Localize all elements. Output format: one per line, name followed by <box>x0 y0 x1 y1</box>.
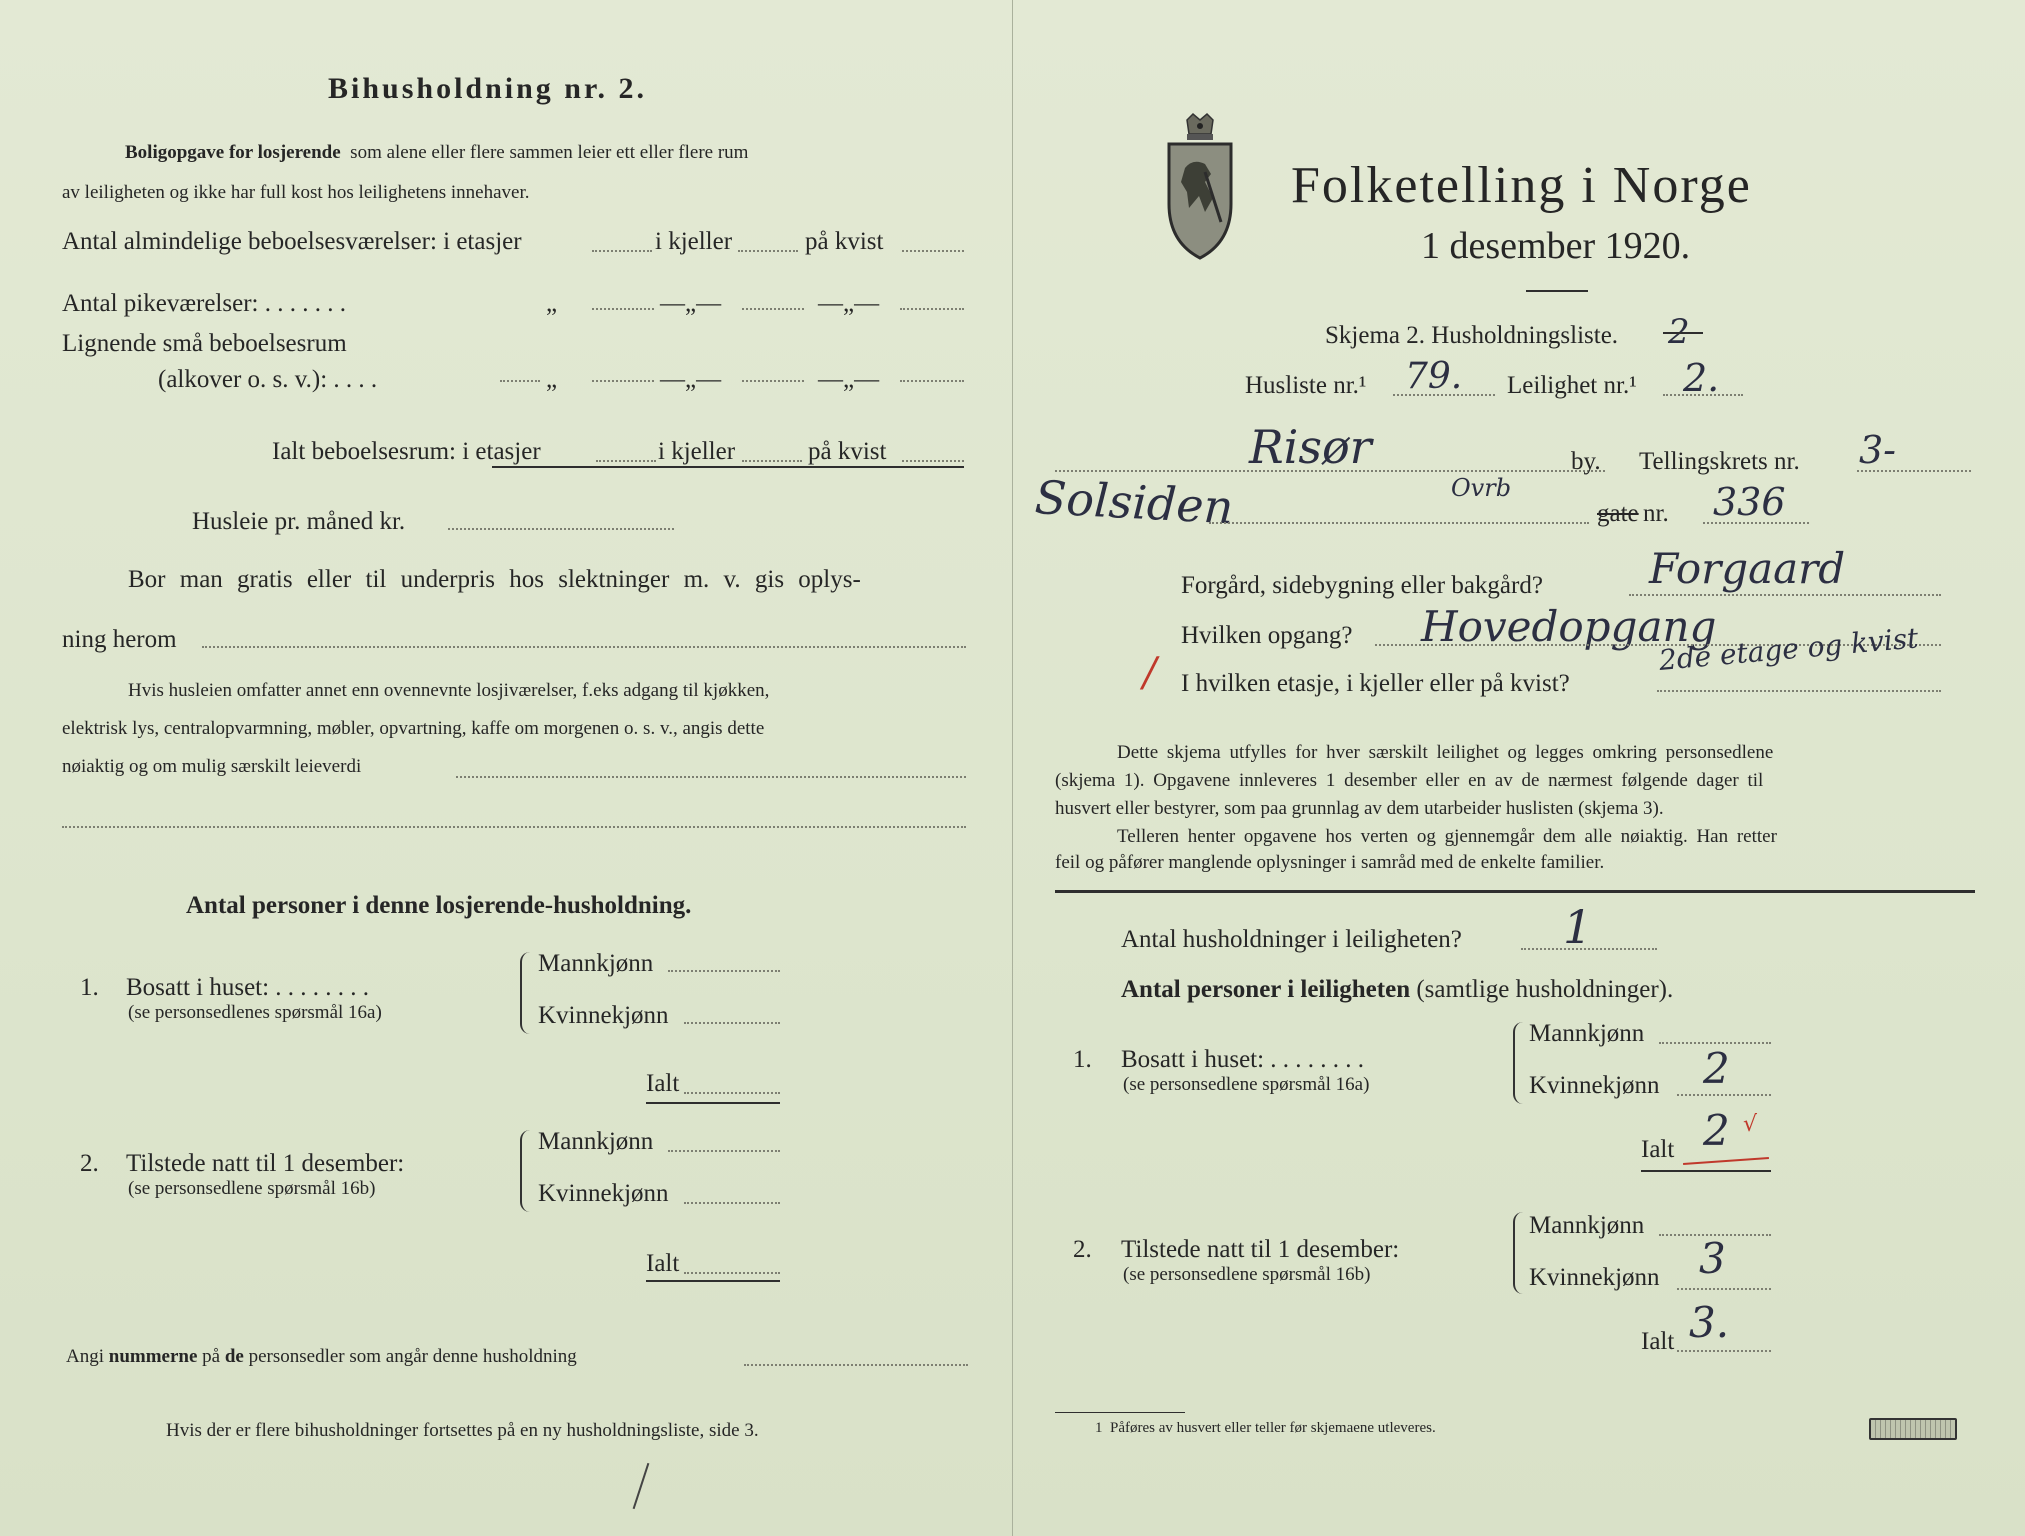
etasje-label: I hvilken etasje, i kjeller eller på kvist? <box>1181 670 1570 697</box>
r-q1-ialt-label: Ialt <box>1641 1136 1675 1163</box>
street-field <box>1209 522 1589 524</box>
r-q1-kvinne-field <box>1677 1094 1771 1096</box>
leieverdi-extra-field <box>62 826 966 828</box>
nr-hw: 336 <box>1713 480 1786 524</box>
r-q1-ialt-check: √ <box>1743 1112 1758 1137</box>
lignende-label-2: (alkover o. s. v.): . . . . <box>158 366 378 393</box>
antal-hush-hw: 1 <box>1563 900 1593 954</box>
opgang-hw: Hovedopgang <box>1421 602 1717 651</box>
forgard-label: Forgård, sidebygning eller bakgård? <box>1181 572 1543 599</box>
intro-line-1: Boligopgave for losjerende som alene eller flere sammen leier ett eller flere rum <box>125 142 749 163</box>
r-q2-num: 2. <box>1073 1236 1092 1263</box>
ialt-rooms-etasjer-field <box>596 460 656 462</box>
skjema-hw: 2 <box>1668 312 1690 352</box>
by-label: by. <box>1571 448 1601 475</box>
skjema-label: Skjema 2. Husholdningsliste. <box>1325 322 1619 349</box>
leilighet-field <box>1663 394 1743 396</box>
lignende-dash-ditto-2: —„— <box>818 366 880 393</box>
lignende-prefix-field <box>500 380 540 382</box>
tellingskrets-hw: 3- <box>1859 428 1897 472</box>
q2-ialt-label: Ialt <box>646 1250 680 1277</box>
r-q2-ialt-field <box>1677 1350 1771 1352</box>
etasje-hw: 2de etage og kvist <box>1657 621 1920 677</box>
footnote: 1 Påføres av husvert eller teller før skjemaene utleveres. <box>1095 1420 1436 1436</box>
r-q2-mann-label: Mannkjønn <box>1529 1212 1645 1239</box>
ialt-rooms-kjeller-field <box>742 460 802 462</box>
instructions-rule <box>1055 890 1975 893</box>
q1-mann-label: Mannkjønn <box>538 950 654 977</box>
husliste-field <box>1393 394 1495 396</box>
q2-kvinne-label: Kvinnekjønn <box>538 1180 669 1207</box>
q1-ialt-label: Ialt <box>646 1070 680 1097</box>
norwegian-coat-of-arms-icon <box>1165 112 1235 260</box>
gate-label: gate <box>1597 500 1639 527</box>
husliste-hw: 79. <box>1405 356 1463 397</box>
opgang-label: Hvilken opgang? <box>1181 622 1353 649</box>
r-q1-mann-label: Mannkjønn <box>1529 1020 1645 1047</box>
lignende-ditto: „ <box>546 366 558 393</box>
rooms-label: Antal almindelige beboelsesværelser: i etasjer <box>62 228 522 255</box>
r-q2-sub: (se personsedlene spørsmål 16b) <box>1123 1264 1371 1285</box>
instructions-line-1: Dette skjema utfylles for hver særskilt leilighet og legges omkring personsedlene <box>1117 742 1774 763</box>
instructions-line-3: husvert eller bestyrer, som paa grunnlag av dem utarbeider huslisten (skjema 3). <box>1055 798 1664 819</box>
pike-kjeller-field <box>742 308 804 310</box>
ialt-rooms-label: Ialt beboelsesrum: i etasjer <box>272 438 541 465</box>
q1-kvinne-label: Kvinnekjønn <box>538 1002 669 1029</box>
r-q1-kvinne-label: Kvinnekjønn <box>1529 1072 1660 1099</box>
nr-field <box>1703 522 1809 524</box>
skjema-strike <box>1663 332 1703 334</box>
instructions-line-5: feil og påfører manglende oplysninger i samråd med de enkelte familier. <box>1055 852 1605 873</box>
leieverdi-field <box>456 776 966 778</box>
pike-dash-ditto-1: —„— <box>660 290 722 317</box>
gratis-line-2: ning herom <box>62 626 177 653</box>
q1-label: Bosatt i huset: . . . . . . . . <box>126 974 370 1001</box>
red-check-mark: / <box>1143 650 1157 696</box>
lignende-kjeller-field <box>742 380 804 382</box>
angi-field <box>744 1364 968 1366</box>
street-hw: Solsiden <box>1033 470 1235 535</box>
lignende-dash-ditto-1: —„— <box>660 366 722 393</box>
footnote-rule <box>1055 1412 1185 1413</box>
pike-dash-ditto-2: —„— <box>818 290 880 317</box>
forgard-field <box>1629 594 1941 596</box>
husliste-label: Husliste nr.¹ <box>1245 372 1367 399</box>
q1-mann-field <box>668 970 780 972</box>
tellingskrets-field <box>1857 470 1971 472</box>
q2-ialt-field <box>684 1272 780 1274</box>
gratis-field <box>202 646 966 648</box>
q2-mann-label: Mannkjønn <box>538 1128 654 1155</box>
forgard-hw: Forgaard <box>1649 544 1846 593</box>
r-q2-label: Tilstede natt til 1 desember: <box>1121 1236 1400 1263</box>
omfatter-line-2: elektrisk lys, centralopvarmning, møbler, opvartning, kaffe om morgenen o. s. v., angis dette <box>62 718 765 739</box>
q2-label: Tilstede natt til 1 desember: <box>126 1150 405 1177</box>
r-q1-ialt-hw: 2 <box>1703 1106 1730 1155</box>
leilighet-label: Leilighet nr.¹ <box>1507 372 1637 399</box>
lignende-label-1: Lignende små beboelsesrum <box>62 330 347 357</box>
right-page <box>1013 0 2025 1536</box>
r-q2-kvinne-field <box>1677 1288 1771 1290</box>
q1-ialt-rule <box>646 1102 780 1104</box>
r-q1-ialt-red-rule <box>1683 1157 1769 1165</box>
antal-hush-field <box>1521 948 1657 950</box>
rooms-etasjer-field <box>592 250 652 252</box>
ialt-rooms-kjeller-label: i kjeller <box>658 438 736 465</box>
city-field <box>1055 470 1605 472</box>
angi-line: Angi nummerne på de personsedler som angår denne husholdning <box>66 1346 577 1367</box>
r-q1-sub: (se personsedlene spørsmål 16a) <box>1123 1074 1370 1095</box>
census-date: 1 desember 1920. <box>1421 225 1691 267</box>
q2-brace <box>520 1130 532 1212</box>
r-q2-brace <box>1513 1212 1525 1294</box>
rooms-kjeller-field <box>738 250 798 252</box>
city-hw: Risør <box>1249 420 1372 474</box>
pike-label: Antal pikeværelser: . . . . . . . <box>62 290 346 317</box>
husleie-field <box>448 528 674 530</box>
street-extra-hw: Ovrb <box>1451 474 1512 502</box>
right-title: Folketelling i Norge <box>1291 157 1752 214</box>
q1-sub: (se personsedlenes spørsmål 16a) <box>128 1002 382 1023</box>
q2-ialt-rule <box>646 1280 780 1282</box>
leilighet-hw: 2. <box>1683 356 1720 400</box>
r-q2-kvinne-label: Kvinnekjønn <box>1529 1264 1660 1291</box>
r-q1-label: Bosatt i huset: . . . . . . . . <box>1121 1046 1365 1073</box>
pike-kvist-field <box>900 308 964 310</box>
rooms-kjeller-label: i kjeller <box>655 228 733 255</box>
intro-line-2: av leiligheten og ikke har full kost hos leilighetens innehaver. <box>62 182 530 203</box>
ialt-rooms-rule <box>492 466 964 468</box>
antal-pers-label: Antal personer i leiligheten (samtlige husholdninger). <box>1121 976 1674 1003</box>
q2-mann-field <box>668 1150 780 1152</box>
rooms-kvist-field <box>902 250 964 252</box>
lignende-kvist-field <box>900 380 964 382</box>
rooms-kvist-label: på kvist <box>805 228 884 255</box>
r-q1-ialt-rule <box>1641 1170 1771 1172</box>
ialt-rooms-kvist-field <box>902 460 964 462</box>
r-q1-brace <box>1513 1022 1525 1104</box>
ialt-rooms-kvist-label: på kvist <box>808 438 887 465</box>
instructions-line-2: (skjema 1). Opgavene innleveres 1 desember eller en av de nærmest følgende dager til <box>1055 770 1764 791</box>
r-q1-num: 1. <box>1073 1046 1092 1073</box>
antal-hush-label: Antal husholdninger i leiligheten? <box>1121 926 1462 953</box>
pike-etasjer-field <box>592 308 654 310</box>
pen-mark <box>633 1463 650 1509</box>
r-q2-ialt-label: Ialt <box>1641 1328 1675 1355</box>
pike-ditto: „ <box>546 290 558 317</box>
omfatter-line-1: Hvis husleien omfatter annet enn ovennevnte losjiværelser, f.eks adgang til kjøkken, <box>128 680 770 701</box>
q1-ialt-field <box>684 1092 780 1094</box>
husleie-label: Husleie pr. måned kr. <box>192 508 406 535</box>
q2-sub: (se personsedlene spørsmål 16b) <box>128 1178 376 1199</box>
printer-stamp-icon <box>1869 1418 1957 1440</box>
r-q1-kvinne-hw: 2 <box>1703 1044 1730 1093</box>
r-q2-kvinne-hw: 3 <box>1699 1234 1726 1283</box>
date-rule <box>1526 290 1588 292</box>
tellingskrets-label: Tellingskrets nr. <box>1639 448 1800 475</box>
q1-num: 1. <box>80 974 99 1001</box>
nr-label: nr. <box>1643 500 1669 527</box>
left-page <box>0 0 1012 1536</box>
lignende-etasjer-field <box>592 380 654 382</box>
instructions-line-4: Telleren henter opgavene hos verten og gjennemgår dem alle nøiaktig. Han retter <box>1117 826 1777 847</box>
left-footer: Hvis der er flere bihusholdninger fortsettes på en ny husholdningsliste, side 3. <box>166 1420 759 1441</box>
persons-title: Antal personer i denne losjerende-husholdning. <box>186 892 692 919</box>
left-title: Bihusholdning nr. 2. <box>328 72 648 105</box>
omfatter-line-3: nøiaktig og om mulig særskilt leieverdi <box>62 756 362 777</box>
gratis-line-1: Bor man gratis eller til underpris hos slektninger m. v. gis oplys- <box>128 566 861 593</box>
q2-num: 2. <box>80 1150 99 1177</box>
r-q2-ialt-hw: 3. <box>1689 1298 1730 1347</box>
q1-brace <box>520 952 532 1034</box>
etasje-field <box>1657 690 1941 692</box>
q1-kvinne-field <box>684 1022 780 1024</box>
q2-kvinne-field <box>684 1202 780 1204</box>
